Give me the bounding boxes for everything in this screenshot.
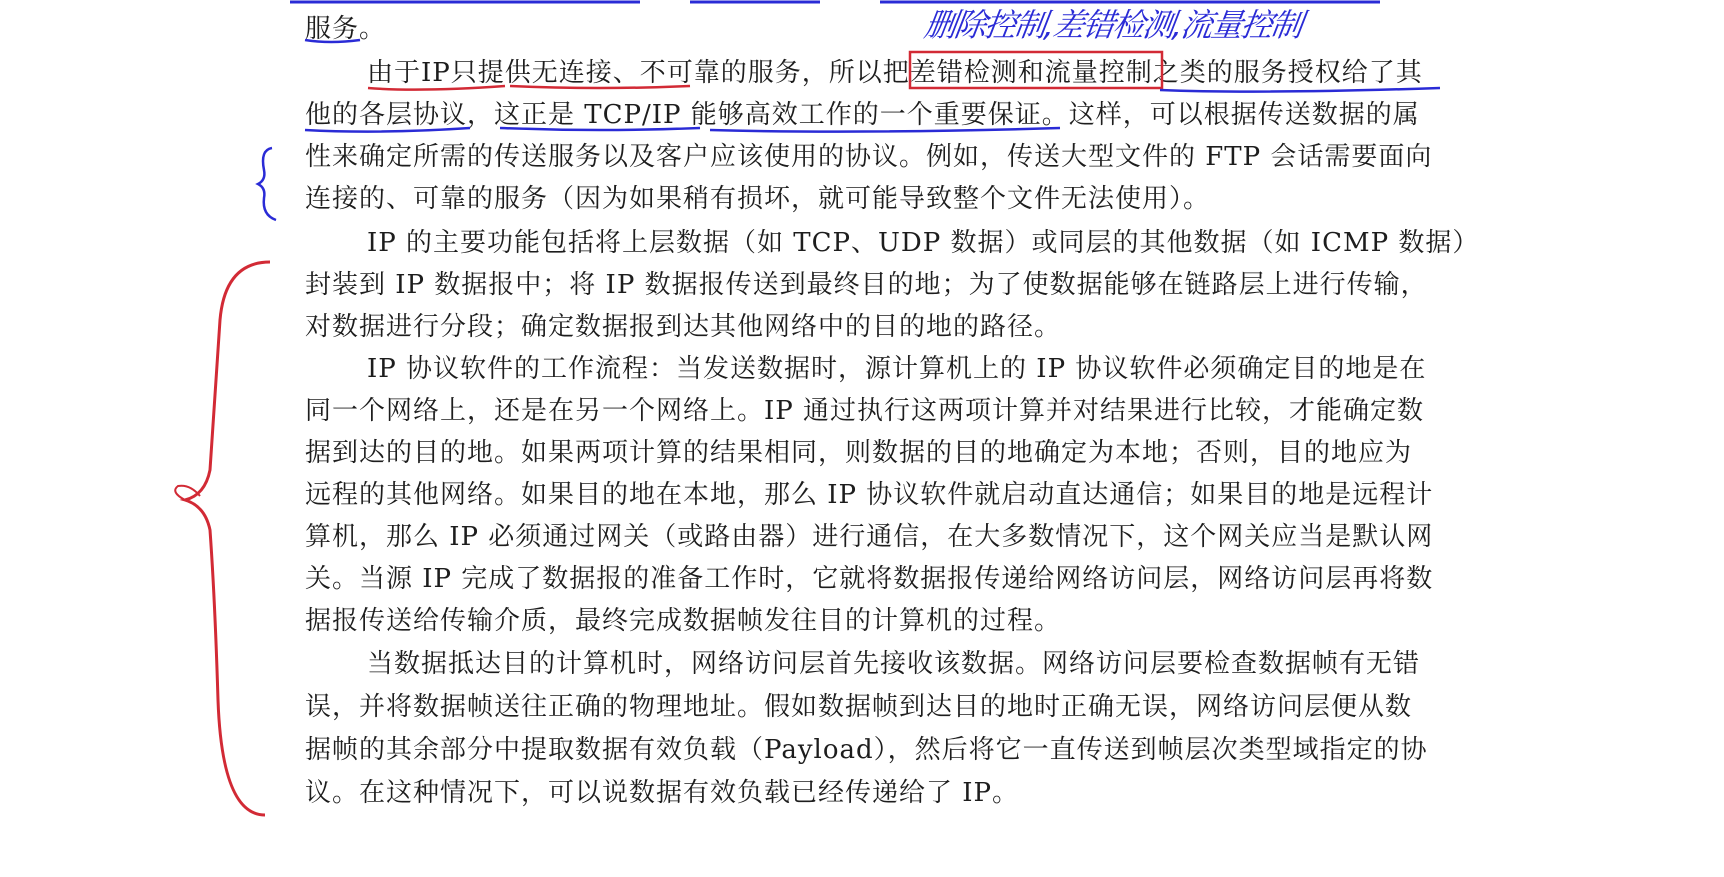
text-line: 连接的、可靠的服务（因为如果稍有损坏，就可能导致整个文件无法使用）。 (305, 184, 1211, 214)
text-line: 据到达的目的地。如果两项计算的结果相同，则数据的目的地确定为本地；否则，目的地应为 (305, 438, 1413, 468)
text-line: 远程的其他网络。如果目的地在本地，那么 IP 协议软件就启动直达通信；如果目的地是远程计 (305, 480, 1434, 510)
text-line: 误，并将数据帧送往正确的物理地址。假如数据帧到达目的地时正确无误，网络访问层便从数 (305, 692, 1413, 722)
red-brace (185, 262, 270, 815)
text-line: 据帧的其余部分中提取数据有效负载（Payload），然后将它一直传送到帧层次类型域指定的协 (305, 735, 1428, 765)
text-line: 他的各层协议，这正是 TCP/IP 能够高效工作的一个重要保证。这样，可以根据传送数据的属 (305, 100, 1420, 130)
text-line: IP 的主要功能包括将上层数据（如 TCP、UDP 数据）或同层的其他数据（如 ICMP 数据） (367, 228, 1480, 258)
text-line: 服务。 (305, 14, 387, 44)
text-line: 议。在这种情况下，可以说数据有效负载已经传递给了 IP。 (305, 778, 1020, 808)
text-line: 性来确定所需的传送服务以及客户应该使用的协议。例如，传送大型文件的 FTP 会话需要面向 (305, 142, 1433, 172)
text-line: 封装到 IP 数据报中；将 IP 数据报传送到最终目的地；为了使数据能够在链路层上进行传输， (305, 270, 1428, 300)
text-line: 当数据抵达目的计算机时，网络访问层首先接收该数据。网络访问层要检查数据帧有无错 (367, 649, 1421, 679)
text-line: 算机，那么 IP 必须通过网关（或路由器）进行通信，在大多数情况下，这个网关应当是默认网 (305, 522, 1434, 552)
text-line: 同一个网络上，还是在另一个网络上。IP 通过执行这两项计算并对结果进行比较，才能确定数 (305, 396, 1425, 426)
blue-brace (258, 148, 276, 220)
text-line: 由于IP只提供无连接、不可靠的服务，所以把差错检测和流量控制之类的服务授权给了其 (367, 58, 1423, 88)
text-line: 关。当源 IP 完成了数据报的准备工作时，它就将数据报传递给网络访问层，网络访问层再将数 (305, 564, 1434, 594)
handwritten-annotation: 删除控制,差错检测,流量控制 (922, 6, 1304, 44)
text-line: IP 协议软件的工作流程：当发送数据时，源计算机上的 IP 协议软件必须确定目的地是在 (367, 354, 1427, 384)
text-line: 据报传送给传输介质，最终完成数据帧发往目的计算机的过程。 (305, 606, 1062, 636)
red-brace-tip (175, 486, 200, 500)
text-line: 对数据进行分段；确定数据报到达其他网络中的目的地的路径。 (305, 312, 1062, 342)
